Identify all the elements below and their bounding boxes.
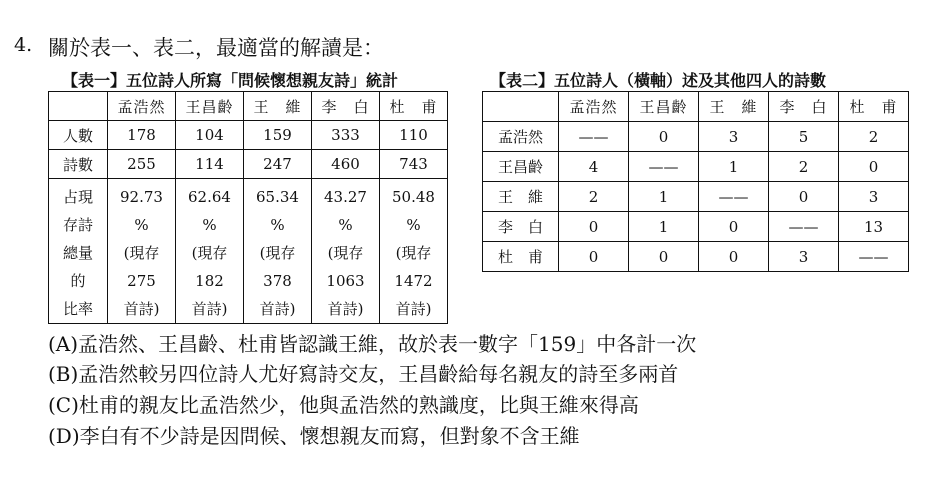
table1-cell: 178 bbox=[108, 121, 176, 150]
table2-row bbox=[483, 182, 909, 212]
table2-cell: 2 bbox=[769, 152, 839, 182]
table2-cell: 3 bbox=[699, 122, 769, 152]
question-text: 關於表一、表二，最適當的解讀是： bbox=[48, 36, 384, 60]
table2-mentions-matrix bbox=[482, 91, 909, 272]
table1-cell: 255 bbox=[108, 150, 176, 179]
option-c[interactable]: (C)杜甫的親友比孟浩然少，他與孟浩然的熟識度，比與王維來得高 bbox=[48, 393, 639, 417]
table1-col-header: 王昌齡 bbox=[176, 92, 244, 121]
table2-row bbox=[483, 122, 909, 152]
table1-cell: 110 bbox=[380, 121, 448, 150]
table2-cell: —— bbox=[629, 152, 699, 182]
table2-cell: 0 bbox=[559, 242, 629, 272]
table2-row-label: 王昌齡 bbox=[483, 152, 559, 182]
table1-poems-to-friends bbox=[48, 91, 448, 324]
table2-cell: —— bbox=[839, 242, 909, 272]
table2-cell: —— bbox=[559, 122, 629, 152]
table2-col-header: 孟浩然 bbox=[559, 92, 629, 122]
table2-header-row bbox=[483, 92, 909, 122]
table1-row-label: 占現 存詩 總量 的 比率 bbox=[49, 179, 108, 324]
table1-ratio-cell: 65.34 % (現存 378 首詩) bbox=[244, 179, 312, 324]
table1-cell: 743 bbox=[380, 150, 448, 179]
table2-cell: 0 bbox=[769, 182, 839, 212]
table2-cell: —— bbox=[769, 212, 839, 242]
table1-row-label: 詩數 bbox=[49, 150, 108, 179]
table2-cell: 3 bbox=[839, 182, 909, 212]
option-d[interactable]: (D)李白有不少詩是因問候、懷想親友而寫，但對象不含王維 bbox=[48, 424, 580, 448]
table2-col-header: 王 維 bbox=[699, 92, 769, 122]
table1-ratio-cell: 43.27 % (現存 1063 首詩) bbox=[312, 179, 380, 324]
table2-cell: 0 bbox=[559, 212, 629, 242]
question-number: 4. bbox=[14, 34, 33, 56]
table2-caption: 【表二】五位詩人（橫軸）述及其他四人的詩數 bbox=[490, 71, 827, 90]
table2-row-label: 王 維 bbox=[483, 182, 559, 212]
table2-cell: 5 bbox=[769, 122, 839, 152]
table2-cell: 0 bbox=[699, 212, 769, 242]
table2-corner-cell bbox=[483, 92, 559, 122]
table1-corner-cell bbox=[49, 92, 108, 121]
table1-col-header: 王 維 bbox=[244, 92, 312, 121]
table2-row-label: 孟浩然 bbox=[483, 122, 559, 152]
table1-row-label: 人數 bbox=[49, 121, 108, 150]
table2-row bbox=[483, 212, 909, 242]
table2-cell: 0 bbox=[839, 152, 909, 182]
table1-row-people bbox=[49, 121, 448, 150]
table2-cell: 13 bbox=[839, 212, 909, 242]
table2-cell: 1 bbox=[629, 212, 699, 242]
table2-cell: 2 bbox=[839, 122, 909, 152]
table1-cell: 460 bbox=[312, 150, 380, 179]
table2-cell: 4 bbox=[559, 152, 629, 182]
table1-cell: 114 bbox=[176, 150, 244, 179]
table1-ratio-cell: 50.48 % (現存 1472 首詩) bbox=[380, 179, 448, 324]
table2-row bbox=[483, 242, 909, 272]
table1-col-header: 李 白 bbox=[312, 92, 380, 121]
table1-ratio-cell: 62.64 % (現存 182 首詩) bbox=[176, 179, 244, 324]
table1-col-header: 孟浩然 bbox=[108, 92, 176, 121]
table2-cell: 0 bbox=[629, 242, 699, 272]
table2-cell: 3 bbox=[769, 242, 839, 272]
table2-col-header: 李 白 bbox=[769, 92, 839, 122]
table2-col-header: 王昌齡 bbox=[629, 92, 699, 122]
table2-col-header: 杜 甫 bbox=[839, 92, 909, 122]
table2-row bbox=[483, 152, 909, 182]
option-a[interactable]: (A)孟浩然、王昌齡、杜甫皆認識王維，故於表一數字「159」中各計一次 bbox=[48, 332, 697, 356]
table1-row-ratio bbox=[49, 179, 448, 324]
table2-cell: 0 bbox=[699, 242, 769, 272]
table2-row-label: 李 白 bbox=[483, 212, 559, 242]
table1-cell: 333 bbox=[312, 121, 380, 150]
table1-cell: 247 bbox=[244, 150, 312, 179]
table1-cell: 159 bbox=[244, 121, 312, 150]
table2-cell: 2 bbox=[559, 182, 629, 212]
table2-cell: —— bbox=[699, 182, 769, 212]
table1-caption: 【表一】五位詩人所寫「問候懷想親友詩」統計 bbox=[62, 71, 399, 90]
table2-row-label: 杜 甫 bbox=[483, 242, 559, 272]
table1-row-poems bbox=[49, 150, 448, 179]
table2-cell: 1 bbox=[629, 182, 699, 212]
table1-header-row bbox=[49, 92, 448, 121]
table2-cell: 0 bbox=[629, 122, 699, 152]
option-b[interactable]: (B)孟浩然較另四位詩人尤好寫詩交友，王昌齡給每名親友的詩至多兩首 bbox=[48, 362, 679, 386]
table2-cell: 1 bbox=[699, 152, 769, 182]
table1-ratio-cell: 92.73 % (現存 275 首詩) bbox=[108, 179, 176, 324]
table1-col-header: 杜 甫 bbox=[380, 92, 448, 121]
table1-cell: 104 bbox=[176, 121, 244, 150]
